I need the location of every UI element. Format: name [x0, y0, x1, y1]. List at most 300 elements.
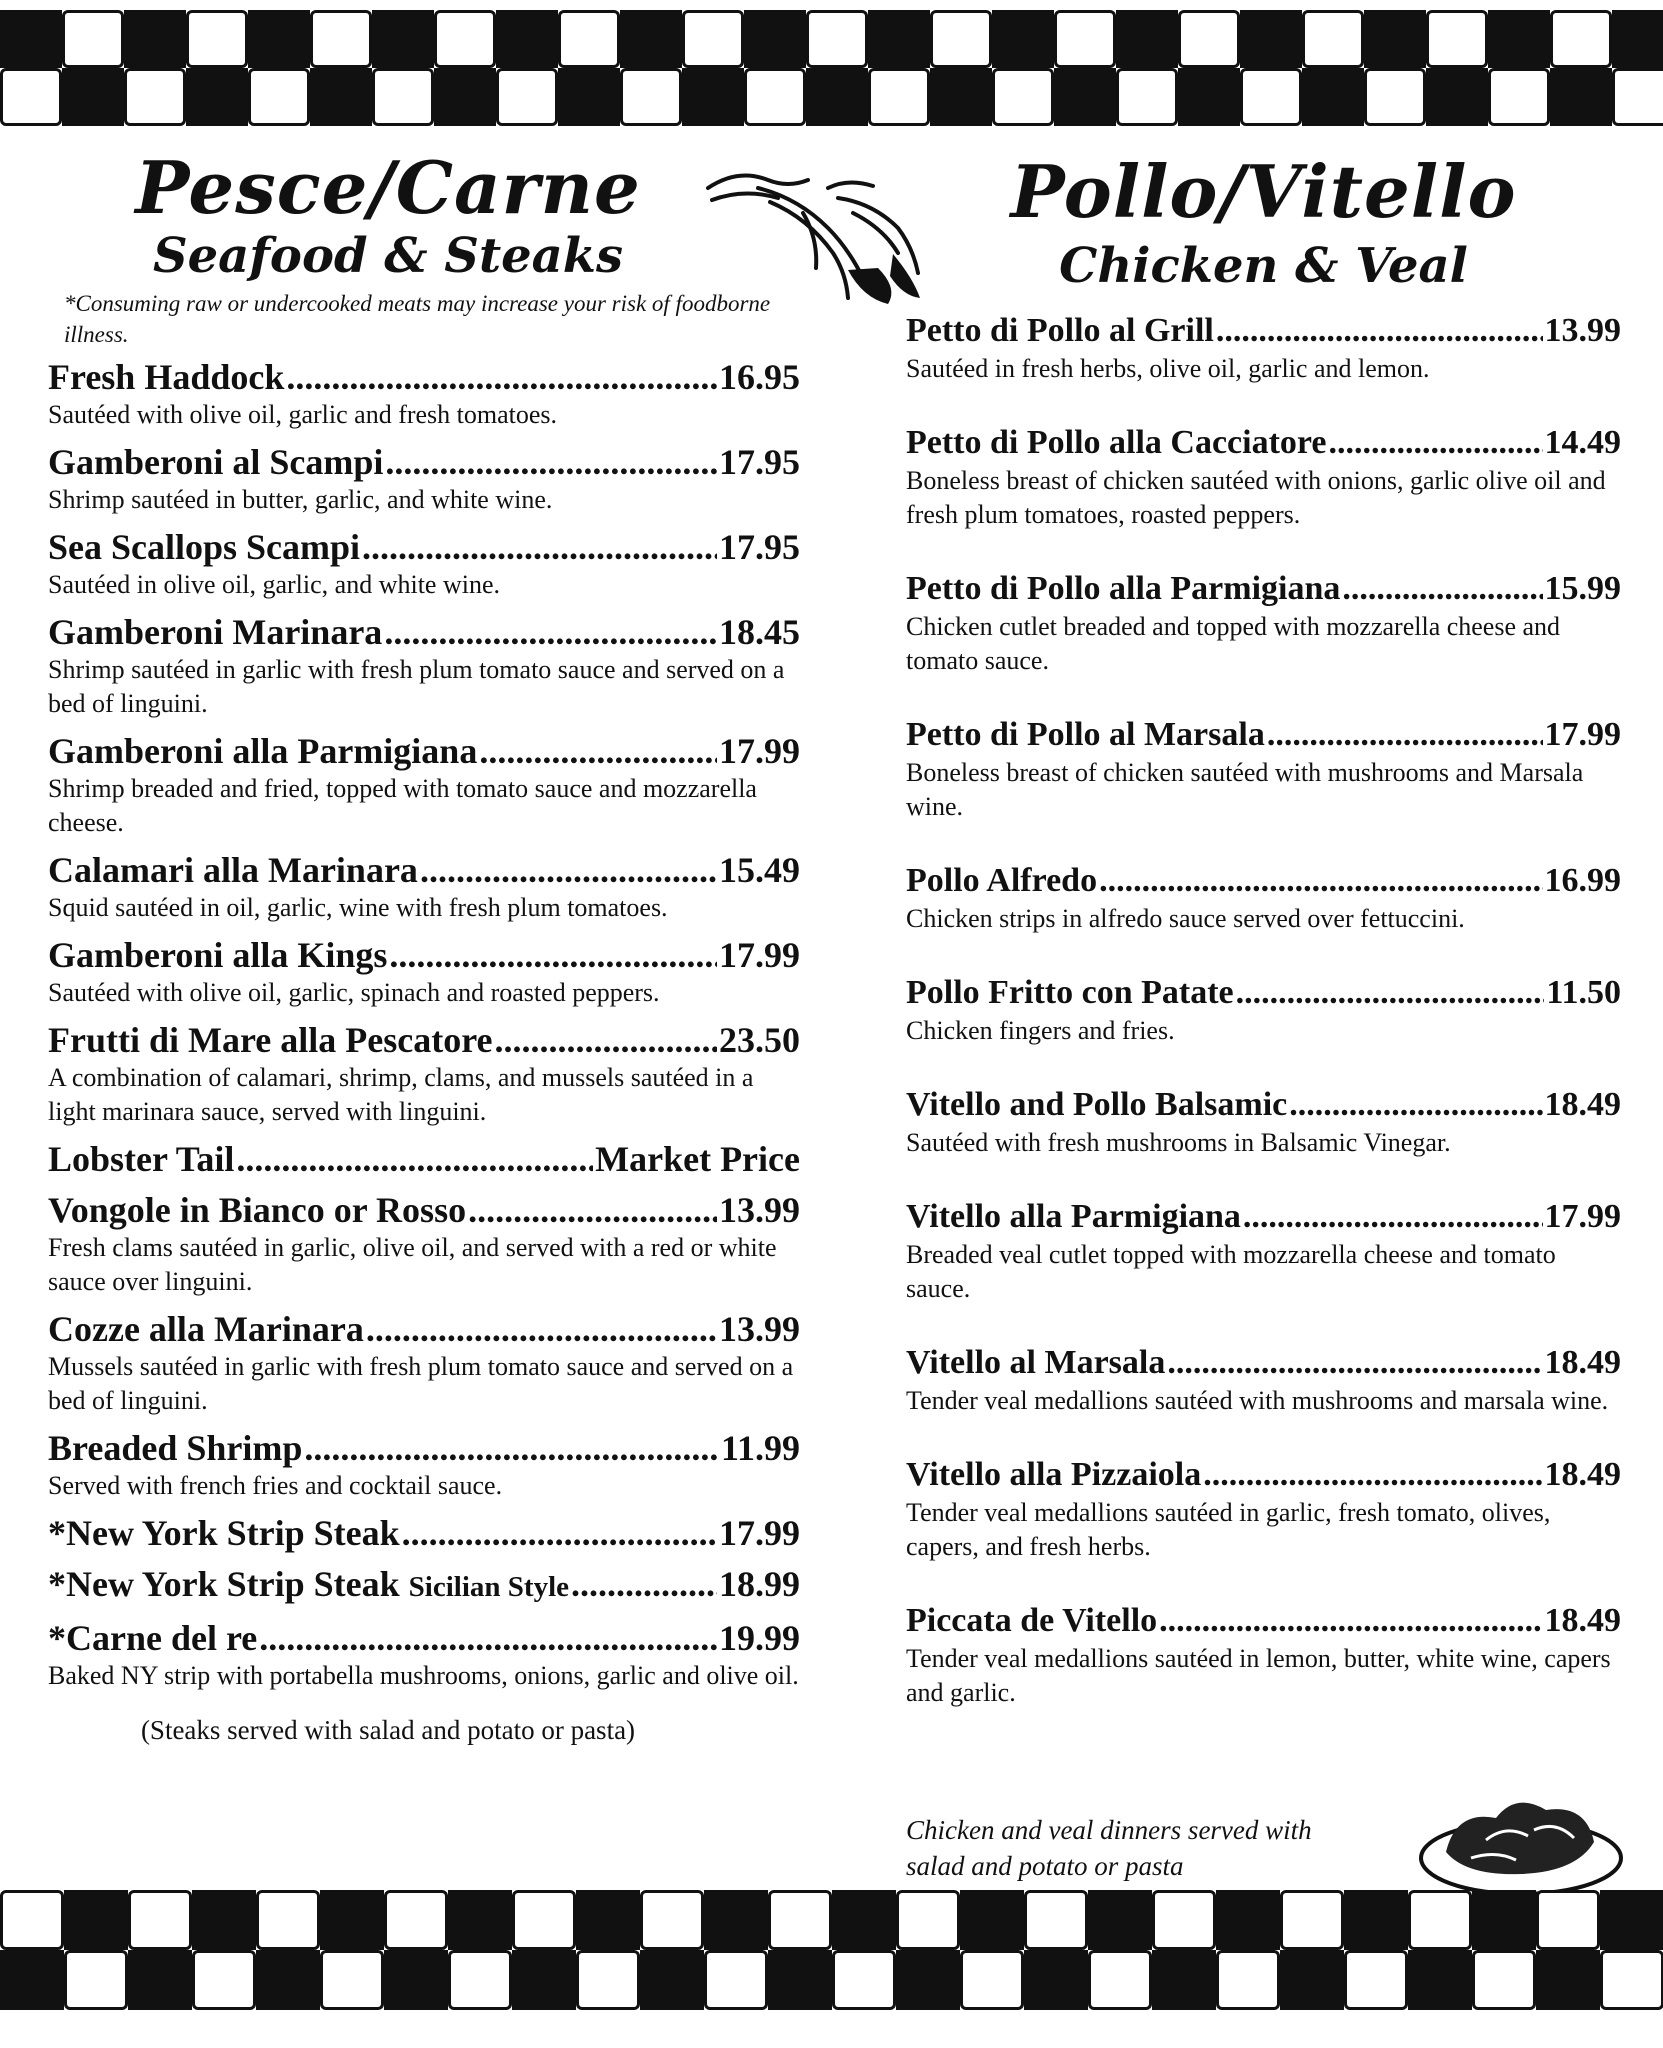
dot-leader: [1159, 1600, 1542, 1642]
steak-serving-note: (Steaks served with salad and potato or pasta): [140, 1715, 636, 1745]
menu-item-price: 17.95: [719, 527, 800, 567]
menu-item-carne-del-re: [48, 1617, 800, 1693]
menu-item-gamberoni-marinara: [48, 611, 800, 721]
menu-item-name: [48, 356, 284, 398]
menu-item-name-text: Gamberoni Marinara: [48, 612, 383, 652]
menu-item-price: 18.49: [1544, 1602, 1621, 1639]
checker-square: [930, 68, 992, 126]
checker-square: [434, 10, 496, 68]
checker-square: [1152, 1890, 1216, 1950]
checker-square: [1600, 1950, 1663, 2010]
menu-item-header: [906, 1084, 1621, 1126]
checker-square: [832, 1890, 896, 1950]
checker-square: [1426, 68, 1488, 126]
menu-item-name-text: Petto di Pollo alla Parmigiana: [906, 570, 1341, 607]
checker-square: [0, 1950, 64, 2010]
menu-item-name: [906, 1196, 1241, 1238]
checker-square: [192, 1890, 256, 1950]
menu-item-name-text: Pollo Fritto con Patate: [906, 974, 1234, 1011]
checker-square: [930, 10, 992, 68]
menu-item-petto-di-pollo-al-grill: [906, 310, 1621, 386]
checker-square: [682, 10, 744, 68]
menu-item-name-text: Vongole in Bianco or Rosso: [48, 1190, 467, 1230]
menu-item-price: 23.50: [719, 1020, 800, 1060]
dot-leader: [1167, 1342, 1542, 1384]
menu-item-name: [48, 1617, 257, 1659]
menu-item-vitello-al-marsala: [906, 1342, 1621, 1418]
checker-square: [496, 68, 558, 126]
checker-square: [1240, 68, 1302, 126]
checker-square: [1024, 1890, 1088, 1950]
checker-square: [1364, 68, 1426, 126]
menu-item-header: [48, 356, 800, 398]
menu-item-description: Shrimp sautéed in butter, garlic, and white wine.: [48, 485, 553, 514]
checker-square: [558, 68, 620, 126]
menu-item-name-text: Pollo Alfredo: [906, 862, 1098, 899]
menu-item-price: 13.99: [719, 1309, 800, 1349]
dot-leader: [389, 934, 717, 976]
checker-square: [1088, 1950, 1152, 2010]
menu-item-header: [906, 310, 1621, 352]
dot-leader: [468, 1189, 717, 1231]
checker-square: [248, 10, 310, 68]
checker-square: [1088, 1890, 1152, 1950]
checker-square: [128, 1890, 192, 1950]
menu-item-description: Sautéed with olive oil, garlic, spinach and roasted peppers.: [48, 978, 660, 1007]
checker-square: [1536, 1950, 1600, 2010]
checker-square: [1152, 1950, 1216, 2010]
menu-item-description: Chicken strips in alfredo sauce served over fettuccini.: [906, 904, 1465, 933]
checker-square: [1344, 1950, 1408, 2010]
menu-item-price: 18.45: [719, 612, 800, 652]
menu-item-price: 17.99: [719, 731, 800, 771]
checker-square: [124, 10, 186, 68]
menu-item-breaded-shrimp: [48, 1427, 800, 1503]
menu-item-description: Sautéed with fresh mushrooms in Balsamic Vinegar.: [906, 1128, 1451, 1157]
menu-item-name: [906, 860, 1097, 902]
section-title-pesce-carne: Pesce/Carne: [135, 145, 641, 230]
checker-square: [1280, 1890, 1344, 1950]
checker-square: [512, 1950, 576, 2010]
menu-item-gamberoni-alla-parmigiana: [48, 730, 800, 840]
menu-item-header: [906, 860, 1621, 902]
menu-item-header: [48, 1308, 800, 1350]
checker-square: [1116, 68, 1178, 126]
checker-square: [320, 1890, 384, 1950]
dot-leader: [362, 526, 717, 568]
dot-leader: [571, 1563, 717, 1605]
dot-leader: [1267, 714, 1543, 756]
checker-square: [1240, 10, 1302, 68]
checker-square: [64, 1890, 128, 1950]
menu-item-name: [48, 849, 418, 891]
checker-square: [1472, 1950, 1536, 2010]
checker-square: [256, 1950, 320, 2010]
menu-item-name: [48, 1308, 364, 1350]
menu-item-description: A combination of calamari, shrimp, clams, and mussels sautéed in a light marinara sauce, served with linguini.: [48, 1063, 754, 1126]
chicken-veal-list: [906, 310, 1621, 1710]
menu-item-name: [906, 1084, 1287, 1126]
menu-item-name: [906, 310, 1214, 352]
menu-item-price: 15.49: [719, 850, 800, 890]
section-subtitle-seafood-steaks: Seafood & Steaks: [152, 228, 624, 284]
menu-item-header: [48, 1563, 800, 1608]
checker-square: [372, 10, 434, 68]
menu-item-header: [48, 1512, 800, 1554]
menu-item-header: [48, 1019, 800, 1061]
checker-square: [310, 68, 372, 126]
menu-item-price: 17.99: [719, 1513, 800, 1553]
dot-leader: [479, 730, 717, 772]
menu-item-style: Sicilian Style: [408, 1571, 569, 1603]
checker-square: [960, 1950, 1024, 2010]
section-subtitle-chicken-veal: Chicken & Veal: [1059, 238, 1468, 294]
menu-item-description: Breaded veal cutlet topped with mozzarella cheese and tomato sauce.: [906, 1240, 1556, 1303]
menu-item-name-text: Vitello and Pollo Balsamic: [906, 1086, 1288, 1123]
menu-item-name-text: *New York Strip Steak: [48, 1513, 400, 1553]
menu-item-name: [48, 1019, 493, 1061]
checker-square: [1344, 1890, 1408, 1950]
checker-square: [1536, 1890, 1600, 1950]
dot-leader: [1099, 860, 1542, 902]
menu-item-name-text: Calamari alla Marinara: [48, 850, 418, 890]
menu-item-name: [48, 1189, 466, 1231]
menu-item-vitello-alla-parmigiana: [906, 1196, 1621, 1306]
dot-leader: [304, 1427, 719, 1469]
checker-square: [62, 10, 124, 68]
menu-item-calamari-alla-marinara: [48, 849, 800, 925]
checker-square: [1116, 10, 1178, 68]
menu-item-header: [48, 611, 800, 653]
menu-item-header: [48, 1138, 800, 1180]
menu-item-new-york-strip-steak-sicilian-style: [48, 1563, 800, 1608]
checker-square: [310, 10, 372, 68]
checker-square: [1302, 68, 1364, 126]
menu-item-name-text: *New York Strip Steak: [48, 1564, 400, 1604]
menu-item-header: [48, 441, 800, 483]
menu-item-header: [906, 714, 1621, 756]
menu-item-frutti-di-mare-alla-pescatore: [48, 1019, 800, 1129]
checker-square: [682, 68, 744, 126]
menu-item-description: Sautéed in fresh herbs, olive oil, garlic and lemon.: [906, 354, 1430, 383]
menu-item-petto-di-pollo-al-marsala: [906, 714, 1621, 824]
menu-item-name: [906, 714, 1265, 756]
checker-square: [192, 1950, 256, 2010]
menu-item-header: [906, 568, 1621, 610]
checker-square: [124, 68, 186, 126]
menu-item-header: [48, 1617, 800, 1659]
checker-square: [640, 1950, 704, 2010]
checker-square: [384, 1890, 448, 1950]
menu-item-header: [906, 422, 1621, 464]
menu-item-price: Market Price: [595, 1139, 800, 1179]
menu-item-name-text: Breaded Shrimp: [48, 1428, 303, 1468]
checker-square: [768, 1890, 832, 1950]
menu-item-description: Chicken fingers and fries.: [906, 1016, 1175, 1045]
checker-square: [64, 1950, 128, 2010]
checker-square: [496, 10, 558, 68]
checker-square: [1302, 10, 1364, 68]
checker-square: [256, 1890, 320, 1950]
menu-item-name-text: Lobster Tail: [48, 1139, 235, 1179]
menu-item-price: 16.95: [719, 357, 800, 397]
menu-item-price: 14.49: [1544, 424, 1621, 461]
menu-item-description: Baked NY strip with portabella mushrooms, onions, garlic and olive oil.: [48, 1661, 799, 1690]
menu-item-description: Tender veal medallions sautéed in garlic, fresh tomato, olives, capers, and fresh herbs.: [906, 1498, 1551, 1561]
checker-square: [248, 68, 310, 126]
menu-item-pollo-fritto-con-patate: [906, 972, 1621, 1048]
checker-square: [704, 1950, 768, 2010]
seafood-steaks-list: [48, 356, 800, 1693]
dinner-serving-note: Chicken and veal dinners served with salad and potato or pasta: [906, 1815, 1312, 1881]
checker-square: [1600, 1890, 1663, 1950]
checker-square: [960, 1890, 1024, 1950]
checker-square: [576, 1950, 640, 2010]
menu-item-name: [906, 422, 1326, 464]
checker-square: [868, 10, 930, 68]
checker-square: [62, 68, 124, 126]
dot-leader: [420, 849, 717, 891]
menu-item-price: 15.99: [1544, 570, 1621, 607]
menu-item-description: Sautéed with olive oil, garlic and fresh tomatoes.: [48, 400, 558, 429]
menu-item-name: [48, 611, 382, 653]
chicken-veal-section: [906, 132, 1621, 1881]
menu-item-vitello-and-pollo-balsamic: [906, 1084, 1621, 1160]
menu-item-name-text: Piccata de Vitello: [906, 1602, 1158, 1639]
checker-square: [744, 10, 806, 68]
menu-item-vitello-alla-pizzaiola: [906, 1454, 1621, 1564]
menu-item-header: [906, 972, 1621, 1014]
dot-leader: [366, 1308, 717, 1350]
checker-square: [1280, 1950, 1344, 2010]
section-title-pollo-vitello: Pollo/Vitello: [1010, 149, 1517, 234]
dot-leader: [259, 1617, 717, 1659]
checker-square: [0, 1890, 64, 1950]
menu-item-header: [48, 730, 800, 772]
menu-item-name: [906, 1342, 1165, 1384]
checkered-border-top: [0, 0, 1663, 132]
checker-square: [1054, 68, 1116, 126]
menu-item-description: Sautéed in olive oil, garlic, and white wine.: [48, 570, 500, 599]
checker-square: [1488, 10, 1550, 68]
checker-square: [896, 1950, 960, 2010]
menu-item-name-text: Vitello al Marsala: [906, 1344, 1166, 1381]
lobster-illustration: [698, 158, 928, 308]
menu-item-lobster-tail: [48, 1138, 800, 1180]
dot-leader: [236, 1138, 593, 1180]
menu-item-name-text: Gamberoni alla Kings: [48, 935, 388, 975]
dot-leader: [402, 1512, 717, 1554]
menu-item-header: [906, 1600, 1621, 1642]
checker-square: [320, 1950, 384, 2010]
checker-square: [1550, 10, 1612, 68]
menu-item-name-text: Petto di Pollo al Marsala: [906, 716, 1265, 753]
dot-leader: [1216, 310, 1543, 352]
menu-item-name: [48, 1512, 400, 1554]
menu-item-name-text: Vitello alla Pizzaiola: [906, 1456, 1202, 1493]
menu-item-name: [48, 441, 383, 483]
menu-item-vongole-in-bianco-or-rosso: [48, 1189, 800, 1299]
menu-item-price: 17.99: [1544, 1198, 1621, 1235]
menu-item-price: 18.99: [719, 1564, 800, 1604]
menu-item-description: Boneless breast of chicken sautéed with onions, garlic olive oil and fresh plum tomatoes, roasted peppers.: [906, 466, 1606, 529]
checker-square: [1178, 68, 1240, 126]
checker-square: [384, 1950, 448, 2010]
dot-leader: [1328, 422, 1542, 464]
menu-item-name: [48, 526, 360, 568]
menu-item-name-text: Cozze alla Marinara: [48, 1309, 364, 1349]
checker-square: [1426, 10, 1488, 68]
checker-square: [558, 10, 620, 68]
menu-item-price: 19.99: [719, 1618, 800, 1658]
menu-item-description: Served with french fries and cocktail sauce.: [48, 1471, 503, 1500]
menu-item-header: [48, 934, 800, 976]
menu-item-price: 18.49: [1544, 1456, 1621, 1493]
menu-item-description: Fresh clams sautéed in garlic, olive oil, and served with a red or white sauce over linguini.: [48, 1233, 777, 1296]
menu-item-description: Boneless breast of chicken sautéed with mushrooms and Marsala wine.: [906, 758, 1584, 821]
checker-square: [512, 1890, 576, 1950]
menu-item-header: [48, 1189, 800, 1231]
menu-item-name: [906, 568, 1340, 610]
menu-item-price: 17.99: [1544, 716, 1621, 753]
menu-item-new-york-strip-steak: [48, 1512, 800, 1554]
menu-item-price: 11.99: [720, 1428, 800, 1468]
checker-square: [434, 68, 496, 126]
menu-item-name-text: Vitello alla Parmigiana: [906, 1198, 1241, 1235]
checker-square: [1054, 10, 1116, 68]
checker-square: [1550, 68, 1612, 126]
dot-leader: [495, 1019, 717, 1061]
checker-square: [806, 68, 868, 126]
checker-square: [806, 10, 868, 68]
menu-item-price: 13.99: [1544, 312, 1621, 349]
checker-square: [448, 1890, 512, 1950]
menu-item-description: Chicken cutlet breaded and topped with mozzarella cheese and tomato sauce.: [906, 612, 1561, 675]
menu-item-description: Shrimp breaded and fried, topped with tomato sauce and mozzarella cheese.: [48, 774, 757, 837]
menu-item-name: [48, 934, 387, 976]
checker-square: [1612, 10, 1663, 68]
menu-item-piccata-de-vitello: [906, 1600, 1621, 1710]
checker-square: [1364, 10, 1426, 68]
checker-square: [1408, 1890, 1472, 1950]
checker-square: [704, 1890, 768, 1950]
menu-item-name-text: Sea Scallops Scampi: [48, 527, 361, 567]
menu-item-header: [48, 849, 800, 891]
checkered-border-bottom: [0, 1890, 1663, 2048]
checker-square: [768, 1950, 832, 2010]
checker-square: [1024, 1950, 1088, 2010]
checker-square: [448, 1950, 512, 2010]
checker-square: [1612, 68, 1663, 126]
checker-square: [1216, 1950, 1280, 2010]
checker-square: [896, 1890, 960, 1950]
dot-leader: [286, 356, 717, 398]
checker-square: [0, 68, 62, 126]
menu-item-price: 17.99: [719, 935, 800, 975]
checker-square: [186, 68, 248, 126]
menu-item-name: [48, 730, 477, 772]
menu-item-price: 17.95: [719, 442, 800, 482]
menu-item-name-text: Frutti di Mare alla Pescatore: [48, 1020, 493, 1060]
checker-square: [992, 68, 1054, 126]
menu-item-name: [48, 1138, 234, 1180]
dot-leader: [1243, 1196, 1543, 1238]
seafood-steaks-section: [48, 132, 800, 1746]
menu-item-fresh-haddock: [48, 356, 800, 432]
menu-item-sea-scallops-scampi: [48, 526, 800, 602]
checker-square: [1216, 1890, 1280, 1950]
menu-item-description: Tender veal medallions sautéed with mushrooms and marsala wine.: [906, 1386, 1609, 1415]
menu-item-name: [906, 1600, 1157, 1642]
menu-item-description: Tender veal medallions sautéed in lemon, butter, white wine, capers and garlic.: [906, 1644, 1611, 1707]
checker-square: [620, 10, 682, 68]
chicken-plate-illustration: [1416, 1780, 1626, 1900]
menu-item-cozze-alla-marinara: [48, 1308, 800, 1418]
menu-item-name-text: Fresh Haddock: [48, 357, 285, 397]
menu-item-name: [48, 1563, 569, 1608]
raw-food-warning: *Consuming raw or undercooked meats may increase your risk of foodborne illness.: [64, 291, 771, 347]
menu-item-name: [906, 1454, 1201, 1496]
checker-square: [1488, 68, 1550, 126]
checker-square: [576, 1890, 640, 1950]
menu-item-header: [48, 526, 800, 568]
menu-item-price: 16.99: [1544, 862, 1621, 899]
checker-square: [868, 68, 930, 126]
dot-leader: [385, 441, 717, 483]
menu-item-name-text: *Carne del re: [48, 1618, 258, 1658]
menu-item-petto-di-pollo-alla-parmigiana: [906, 568, 1621, 678]
dot-leader: [384, 611, 717, 653]
checker-square: [992, 10, 1054, 68]
menu-item-name-text: Gamberoni al Scampi: [48, 442, 384, 482]
menu-item-pollo-alfredo: [906, 860, 1621, 936]
menu-item-name-text: Gamberoni alla Parmigiana: [48, 731, 478, 771]
dot-leader: [1203, 1454, 1542, 1496]
menu-item-gamberoni-alla-kings: [48, 934, 800, 1010]
checker-square: [0, 10, 62, 68]
checker-square: [128, 1950, 192, 2010]
menu-item-header: [48, 1427, 800, 1469]
menu-item-description: Squid sautéed in oil, garlic, wine with fresh plum tomatoes.: [48, 893, 668, 922]
menu-item-price: 11.50: [1546, 974, 1621, 1011]
menu-item-price: 18.49: [1544, 1344, 1621, 1381]
menu-item-header: [906, 1454, 1621, 1496]
menu-item-header: [906, 1196, 1621, 1238]
checker-square: [744, 68, 806, 126]
checker-square: [1472, 1890, 1536, 1950]
menu-item-name: [906, 972, 1234, 1014]
dot-leader: [1236, 972, 1545, 1014]
menu-item-price: 13.99: [719, 1190, 800, 1230]
menu-item-description: Shrimp sautéed in garlic with fresh plum tomato sauce and served on a bed of linguini.: [48, 655, 785, 718]
menu-item-petto-di-pollo-alla-cacciatore: [906, 422, 1621, 532]
checker-square: [832, 1950, 896, 2010]
checker-square: [1408, 1950, 1472, 2010]
dot-leader: [1289, 1084, 1542, 1126]
checker-square: [186, 10, 248, 68]
menu-item-header: [906, 1342, 1621, 1384]
checker-square: [372, 68, 434, 126]
menu-item-gamberoni-al-scampi: [48, 441, 800, 517]
menu-item-price: 18.49: [1544, 1086, 1621, 1123]
checker-square: [1178, 10, 1240, 68]
menu-item-description: Mussels sautéed in garlic with fresh plum tomato sauce and served on a bed of linguini.: [48, 1352, 794, 1415]
checker-square: [640, 1890, 704, 1950]
menu-item-name-text: Petto di Pollo al Grill: [906, 312, 1214, 349]
checker-square: [620, 68, 682, 126]
menu-item-name-text: Petto di Pollo alla Cacciatore: [906, 424, 1327, 461]
menu-item-name: [48, 1427, 302, 1469]
